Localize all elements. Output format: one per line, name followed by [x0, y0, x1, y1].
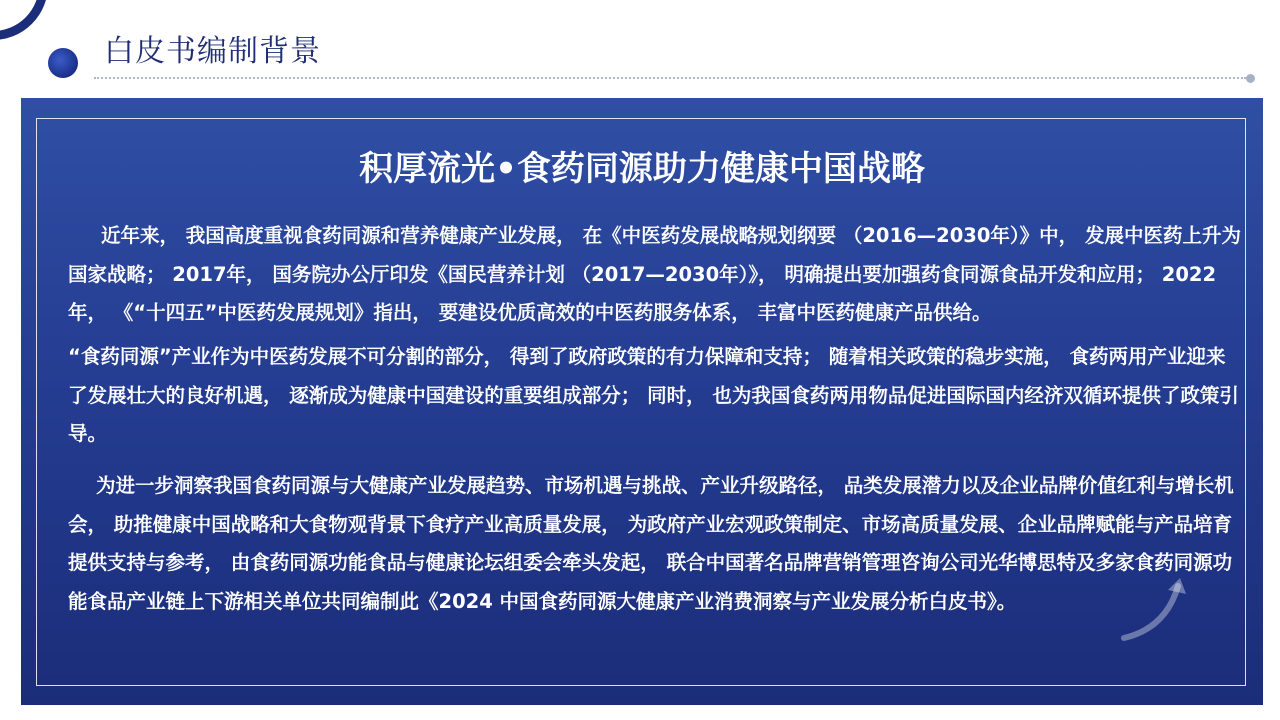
content-panel [21, 98, 1263, 705]
title-divider [94, 77, 1246, 79]
page-title: 白皮书编制背景 [104, 34, 321, 69]
swoosh-arrow-icon [1116, 568, 1196, 648]
paragraph-purpose: 为进一步洞察我国食药同源与大健康产业发展趋势、市场机遇与挑战、产业升级路径， 品类发展潜力以及企业品牌价值红利与增长机会， 助推健康中国战略和大食物观背景下食疗产业高质量发展， 为政府产业宏观政策制定、市场高质量发展、企业品牌赋能与产品培育提供支持与参考， 由食药同源功能食品与健康论坛组委会牵头发起， 联合中国著名品牌营销管理咨询公司光华博思特及多家食药同源功能食品产业链上下游相关单位共同编制此《2024 中国食药同源大健康产业消费洞察与产业发展分析白皮书》。 [68, 474, 1234, 613]
paragraph-industry: “食药同源”产业作为中医药发展不可分割的部分， 得到了政府政策的有力保障和支持； 随着相关政策的稳步实施， 食药两用产业迎来了发展壮大的良好机遇， 逐渐成为健康中国建设的重要组成部分； 同时， 也为我国食药两用物品促进国际国内经济双循环提供了政策引导。 [68, 345, 1239, 445]
corner-dot-icon [48, 48, 78, 78]
corner-arc-ornament [0, 0, 48, 40]
panel-headline: 积厚流光•食药同源助力健康中国战略 [359, 149, 925, 189]
divider-end-dot-icon [1246, 74, 1255, 83]
paragraph-policy: 近年来， 我国高度重视食药同源和营养健康产业发展， 在《中医药发展战略规划纲要 （2016—2030年）》中， 发展中医药上升为国家战略； 2017年， 国务院办公厅印发《国民营养计划 （2017—2030年）》， 明确提出要加强药食同源食品开发和应用； 2022年， 《“十四五”中医药发展规划》指出， 要建设优质高效的中医药服务体系， 丰富中医药健康产品供给。 [68, 224, 1241, 324]
